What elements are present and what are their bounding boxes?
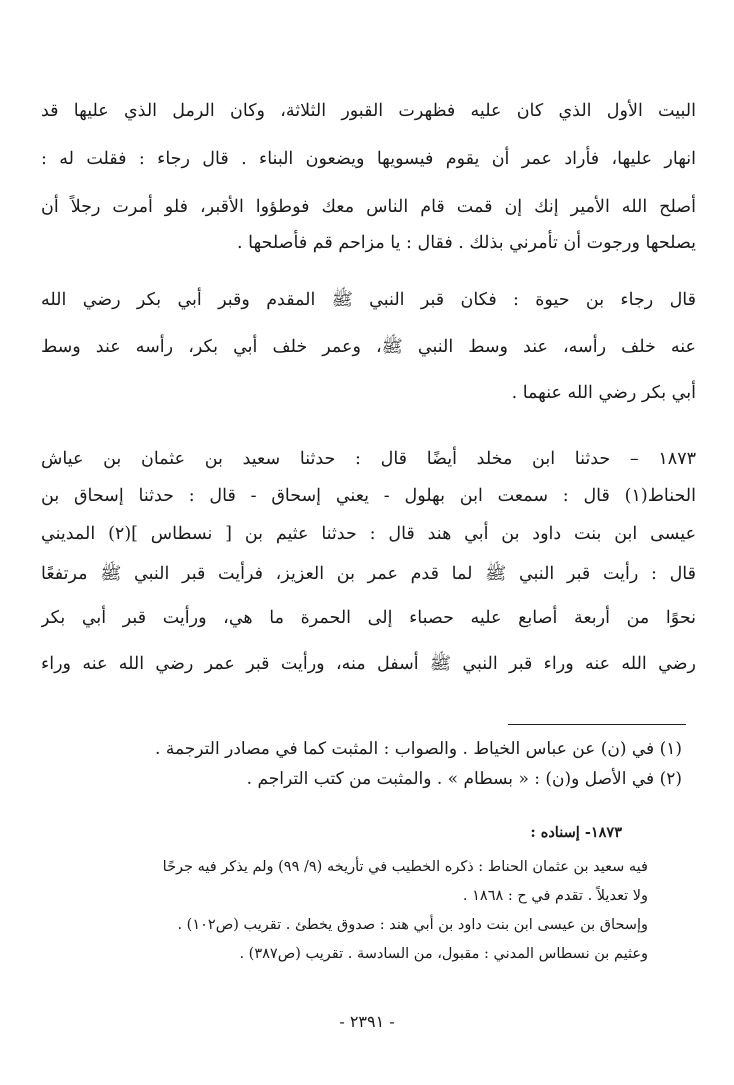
body-line: أصلح الله الأمير إنك إن قمت قام الناس معك فوطؤوا الأقبر، فلو أمرت رجلاً أن xyxy=(41,197,696,217)
body-line: انهار عليها، فأراد عمر أن يقوم فيسويها ويضعون البناء . قال رجاء : فقلت له : xyxy=(41,149,696,169)
footnote-separator xyxy=(508,724,686,725)
body-line: عنه خلف رأسه، عند وسط النبي ﷺ، وعمر خلف أبي بكر، رأسه عند وسط xyxy=(41,337,696,357)
isnad-note-line: وعثيم بن نسطاس المدني : مقبول، من السادسة . تقريب (ص٣٨٧) . xyxy=(239,946,648,962)
isnad-note-line: فيه سعيد بن عثمان الحناط : ذكره الخطيب في تأريخه (٩/ ٩٩) ولم يذكر فيه جرحًا xyxy=(162,859,648,875)
body-line: يصلحها ورجوت أن تأمرني بذلك . فقال : يا مزاحم قم فأصلحها . xyxy=(237,233,696,253)
isnad-heading: ١٨٧٣- إسناده : xyxy=(530,824,622,841)
hadith-line: ١٨٧٣ – حدثنا ابن مخلد أيضًا قال : حدثنا سعيد بن عثمان بن عياش xyxy=(41,449,696,469)
footnote-2: (٢) في الأصل و(ن) : « بسطام » . والمثبت من كتب التراجم . xyxy=(246,769,682,789)
hadith-line: عيسى ابن بنت داود بن أبي هند قال : حدثنا عثيم بن [ نسطاس ](٢) المديني xyxy=(41,524,696,544)
body-line: البيت الأول الذي كان عليه فظهرت القبور الثلاثة، وكان الرمل الذي عليها قد xyxy=(41,101,696,121)
isnad-note-line: وإسحاق بن عيسى ابن بنت داود بن أبي هند : صدوق يخطئ . تقريب (ص١٠٢) . xyxy=(177,917,648,933)
body-line: قال رجاء بن حيوة : فكان قبر النبي ﷺ المقدم وقبر أبي بكر رضي الله xyxy=(41,290,696,310)
page-number: - ٢٣٩١ - xyxy=(339,1012,395,1031)
hadith-line: رضي الله عنه وراء قبر النبي ﷺ أسفل منه، ورأيت قبر عمر رضي الله عنه وراء xyxy=(41,654,696,674)
isnad-note-line: ولا تعديلاً . تقدم في ح : ١٨٦٨ . xyxy=(462,888,648,904)
body-line: أبي بكر رضي الله عنهما . xyxy=(511,383,696,403)
hadith-line: نحوًا من أربعة أصابع عليه حصباء إلى الحمرة ما هي، ورأيت قبر أبي بكر xyxy=(41,608,696,628)
footnote-1: (١) في (ن) عن عباس الخياط . والصواب : المثبت كما في مصادر الترجمة . xyxy=(155,739,682,759)
hadith-line: الحناط(١) قال : سمعت ابن بهلول - يعني إسحاق - قال : حدثنا إسحاق بن xyxy=(41,486,696,506)
hadith-line: قال : رأيت قبر النبي ﷺ لما قدم عمر بن العزيز، فرأيت قبر النبي ﷺ مرتفعًا xyxy=(41,564,696,584)
